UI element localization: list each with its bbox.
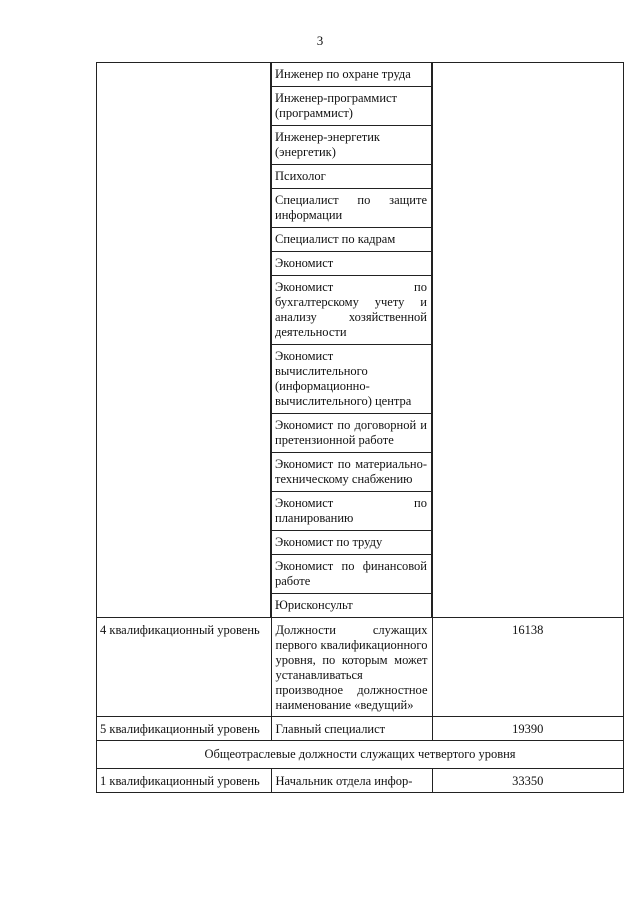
position-row: [97, 63, 624, 87]
salary-cell-empty: [432, 492, 624, 531]
positions-list: [97, 63, 624, 618]
salary-cell-empty: [432, 276, 624, 345]
position-cell: Должности служащих первого квалификационного уровня, по которым может устанавливаться производное должностное наименование «ведущий»: [271, 618, 432, 717]
position-row: [97, 492, 624, 531]
level-cell-empty: [97, 453, 272, 492]
position-item: Экономист вычислительного (информационно-вычислительного) центра: [271, 345, 432, 414]
salary-cell-empty: [432, 63, 624, 87]
level-cell-empty: [97, 189, 272, 228]
salary-cell-empty: [432, 555, 624, 594]
position-row: [97, 276, 624, 345]
position-row: [97, 189, 624, 228]
position-item: Экономист по бухгалтерскому учету и анализу хозяйственной деятельности: [271, 276, 432, 345]
table-row: [97, 618, 624, 717]
position-item: Психолог: [271, 165, 432, 189]
salary-cell-empty: [432, 252, 624, 276]
position-item: Специалист по защите информации: [271, 189, 432, 228]
salary-cell-empty: [432, 189, 624, 228]
position-row: [97, 165, 624, 189]
position-row: [97, 87, 624, 126]
salary-cell: 19390: [432, 717, 624, 741]
position-item: Инженер по охране труда: [271, 63, 432, 87]
level-cell-empty: [97, 63, 272, 87]
salary-cell-empty: [432, 165, 624, 189]
level-cell-empty: [97, 555, 272, 594]
position-row: [97, 228, 624, 252]
position-row: [97, 126, 624, 165]
position-item: Юрисконсульт: [271, 594, 432, 618]
position-cell: Начальник отдела инфор-: [271, 769, 432, 793]
level-cell: 4 квалификационный уровень: [97, 618, 272, 717]
position-row: [97, 594, 624, 618]
table-row: [97, 769, 624, 793]
level-cell-empty: [97, 594, 272, 618]
position-row: [97, 531, 624, 555]
salary-cell-empty: [432, 414, 624, 453]
position-item: Экономист по материально-техническому снабжению: [271, 453, 432, 492]
position-row: [97, 555, 624, 594]
salary-cell-empty: [432, 228, 624, 252]
level-cell-empty: [97, 492, 272, 531]
salary-cell: 33350: [432, 769, 624, 793]
salary-cell-empty: [432, 594, 624, 618]
position-item: Экономист: [271, 252, 432, 276]
level-cell-empty: [97, 165, 272, 189]
level-cell-empty: [97, 414, 272, 453]
salary-table: [96, 62, 624, 793]
position-item: Специалист по кадрам: [271, 228, 432, 252]
salary-cell: 16138: [432, 618, 624, 717]
salary-cell-empty: [432, 531, 624, 555]
section-header: Общеотраслевые должности служащих четвертого уровня: [97, 741, 624, 769]
position-cell: Главный специалист: [271, 717, 432, 741]
position-row: [97, 414, 624, 453]
level-cell-empty: [97, 252, 272, 276]
page-number: 3: [316, 33, 324, 48]
level-cell-empty: [97, 276, 272, 345]
position-item: Экономист по труду: [271, 531, 432, 555]
table-row: [97, 717, 624, 741]
position-item: Инженер-программист (программист): [271, 87, 432, 126]
position-item: Экономист по финансовой работе: [271, 555, 432, 594]
salary-cell-empty: [432, 453, 624, 492]
salary-cell-empty: [432, 345, 624, 414]
level-cell-empty: [97, 531, 272, 555]
level-cell-empty: [97, 126, 272, 165]
position-row: [97, 252, 624, 276]
level-cell: 1 квалификационный уровень: [97, 769, 272, 793]
level-cell-empty: [97, 87, 272, 126]
salary-cell-empty: [432, 126, 624, 165]
position-item: Экономист по договорной и претензионной работе: [271, 414, 432, 453]
position-item: Экономист по планированию: [271, 492, 432, 531]
position-row: [97, 453, 624, 492]
section-header-row: [97, 741, 624, 769]
position-item: Инженер-энергетик (энергетик): [271, 126, 432, 165]
level-cell-empty: [97, 228, 272, 252]
level-cell: 5 квалификационный уровень: [97, 717, 272, 741]
level-cell-empty: [97, 345, 272, 414]
salary-cell-empty: [432, 87, 624, 126]
position-row: [97, 345, 624, 414]
